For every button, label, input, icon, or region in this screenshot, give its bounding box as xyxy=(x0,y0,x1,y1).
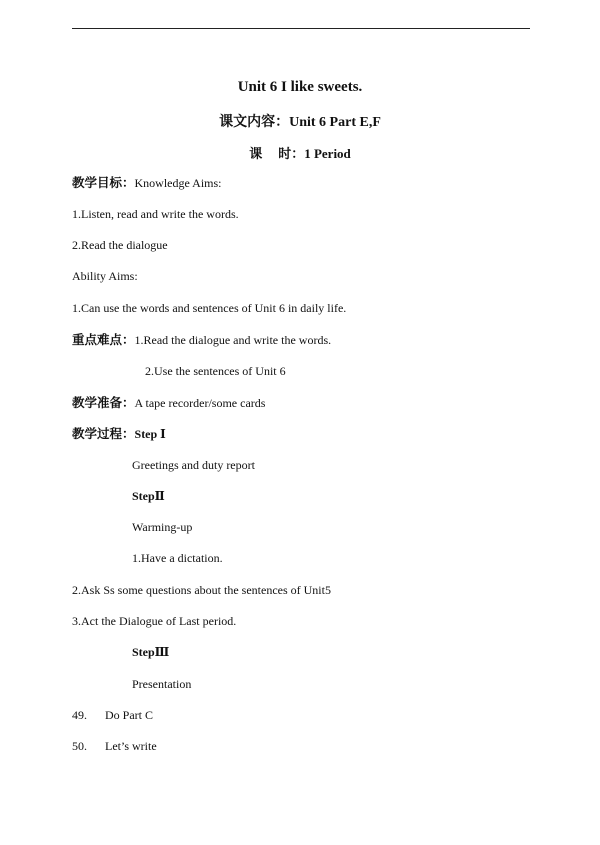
key-points-label: 重点难点： xyxy=(72,332,135,347)
key-point-item: 2.Use the sentences of Unit 6 xyxy=(145,364,286,378)
header-rule xyxy=(72,28,530,29)
step-3-heading: StepⅢ xyxy=(132,645,170,659)
preparation-text: A tape recorder/some cards xyxy=(134,396,266,410)
step-1-heading: Step Ⅰ xyxy=(134,427,166,441)
preparation-line xyxy=(72,395,265,411)
list-item-number: 50. xyxy=(72,739,87,753)
knowledge-item: 1.Listen, read and write the words. xyxy=(72,207,239,221)
ability-item: 1.Can use the words and sentences of Unit 6 in daily life. xyxy=(72,301,347,315)
aims-line xyxy=(72,175,222,191)
process-label: 教学过程： xyxy=(72,426,135,441)
knowledge-item: 2.Read the dialogue xyxy=(72,238,168,252)
preparation-label: 教学准备： xyxy=(72,395,135,410)
period-label-2: 时：1 Period xyxy=(278,146,351,161)
lesson-period xyxy=(0,143,600,162)
presentation-heading: Presentation xyxy=(132,677,192,691)
process-line xyxy=(72,426,166,442)
lesson-content: 课文内容：Unit 6 Part E,F xyxy=(219,115,381,130)
period-label-1: 课 xyxy=(249,146,263,161)
step-2-item: 2.Ask Ss some questions about the sentences of Unit5 xyxy=(72,583,331,597)
list-item-text: Let’s write xyxy=(105,739,157,753)
key-point-item: 1.Read the dialogue and write the words. xyxy=(134,333,332,347)
step-2-heading: StepⅡ xyxy=(132,489,165,503)
aims-label: 教学目标： xyxy=(72,175,135,190)
key-points-line xyxy=(72,332,331,348)
step-2-item: 1.Have a dictation. xyxy=(132,551,223,565)
list-item-text: Do Part C xyxy=(105,708,153,722)
knowledge-aims-heading: Knowledge Aims: xyxy=(134,176,222,190)
ability-aims-heading: Ability Aims: xyxy=(72,269,138,283)
page-title: Unit 6 I like sweets. xyxy=(237,79,363,95)
warming-up-heading: Warming-up xyxy=(132,520,193,534)
list-item xyxy=(72,738,157,754)
step-2-item: 3.Act the Dialogue of Last period. xyxy=(72,614,237,628)
list-item xyxy=(72,707,153,723)
step-1-text: Greetings and duty report xyxy=(132,458,255,472)
list-item-number: 49. xyxy=(72,708,87,722)
